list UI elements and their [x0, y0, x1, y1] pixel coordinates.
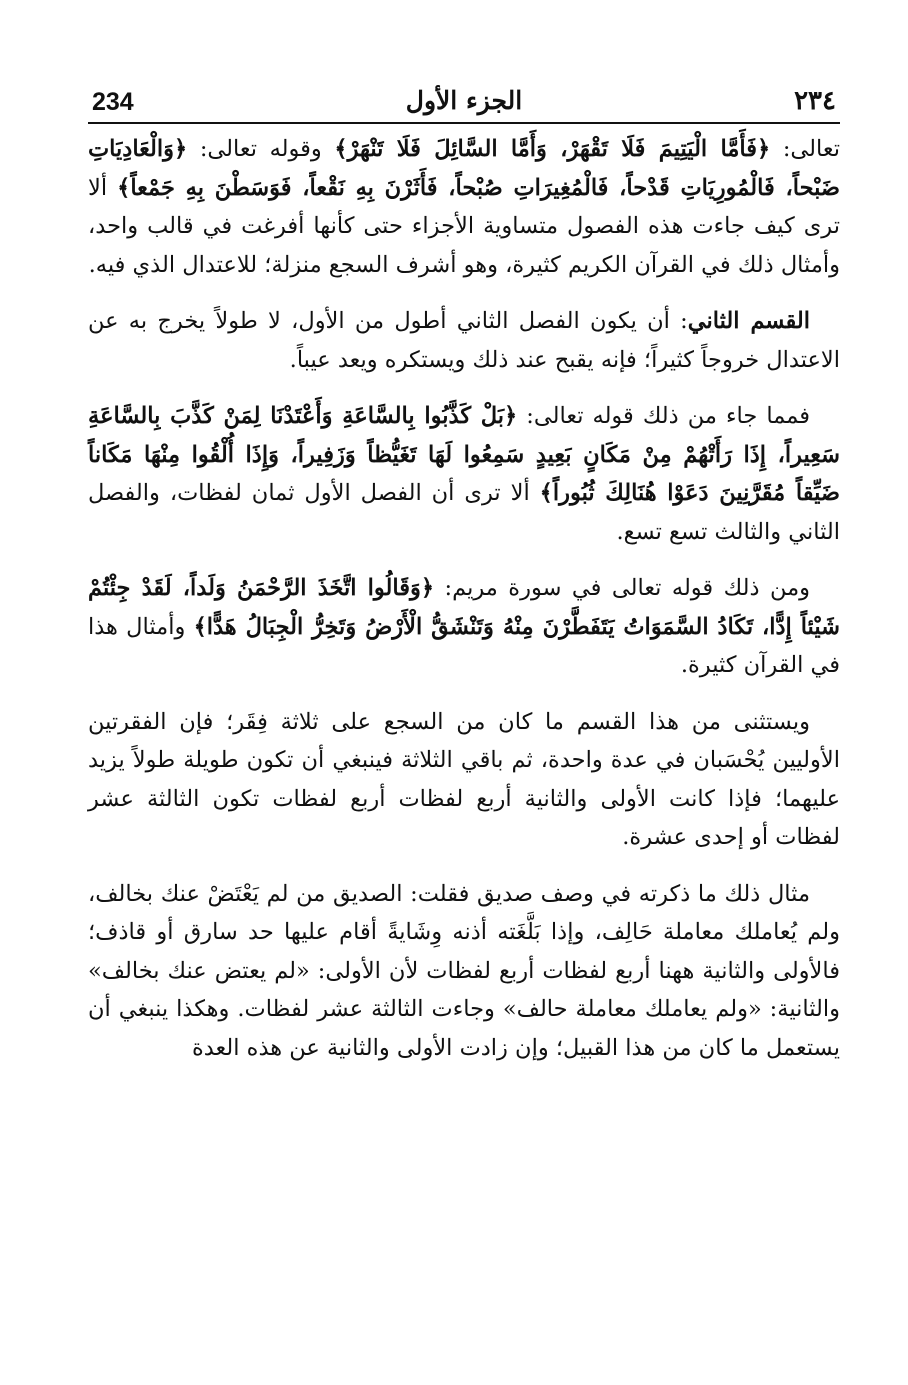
paragraph-1: [88, 130, 840, 284]
paragraph-5: [88, 703, 840, 857]
paragraph-2-text: : أن يكون الفصل الثاني أطول من الأول، لا طولاً يخرج به عن الاعتدال خروجاً كثيراً؛ فإنه يقبح عند ذلك ويستكره ويعد عيباً.: [88, 308, 840, 373]
paragraph-6: [88, 875, 840, 1068]
running-title: الجزء الأول: [405, 86, 523, 115]
paragraph-5-text: ويستثنى من هذا القسم ما كان من السجع على ثلاثة فِقَر؛ فإن الفقرتين الأوليين يُحْسَبان في عدة واحدة، ثم باقي الثلاثة فينبغي أن تكون طويلة طولاً يزيد عليهما؛ فإذا كانت الأولى والثانية أربع لفظات أربع لفظات تكون الثالثة عشر لفظات أو إحدى عشرة.: [88, 708, 840, 850]
quran-quote-duha: ﴿فَأَمَّا الْيَتِيمَ فَلَا تَقْهَرْ، وَأَمَّا السَّائِلَ فَلَا تَنْهَرْ﴾: [334, 136, 771, 162]
paragraph-4: [88, 569, 840, 685]
page-number-arabic: ٢٣٤: [794, 86, 836, 116]
book-page: [88, 84, 840, 1294]
paragraph-3-post: ألا ترى أن الفصل الأول ثمان لفظات، والفصل الثاني والثالث تسع تسع.: [88, 480, 840, 545]
quran-quote-adiyat: ﴿وَالْعَادِيَاتِ ضَبْحاً، فَالْمُورِيَاتِ قَدْحاً، فَالْمُغِيرَاتِ صُبْحاً، فَأَثَرْنَ بِهِ نَقْعاً، فَوَسَطْنَ بِهِ جَمْعاً﴾: [88, 136, 840, 201]
paragraph-1-mid: وقوله تعالى:: [187, 136, 335, 162]
paragraph-3-pre: فمما جاء من ذلك قوله تعالى:: [517, 403, 810, 429]
section-term: القسم الثاني: [687, 308, 810, 334]
quran-quote-furqan: ﴿بَلْ كَذَّبُوا بِالسَّاعَةِ وَأَعْتَدْنَا لِمَنْ كَذَّبَ بِالسَّاعَةِ سَعِيراً، إِذَا رَأَتْهُمْ مِنْ مَكَانٍ بَعِيدٍ سَمِعُوا لَهَا تَغَيُّظاً وَزَفِيراً، وَإِذَا أُلْقُوا مِنْهَا مَكَاناً ضَيِّقاً مُقَرَّنِينَ دَعَوْا هُنَالِكَ ثُبُوراً﴾: [88, 403, 840, 506]
body-text: [88, 130, 840, 1067]
page-header: [88, 84, 840, 124]
paragraph-6-text: مثال ذلك ما ذكرته في وصف صديق فقلت: الصديق من لم يَعْتَضْ عنك بخالف، ولم يُعاملك معاملة حَالِف، وإذا بَلَّغَته أذنه وِشَايةً أقام عليها حد سارق أو قاذف؛ فالأولى والثانية ههنا أربع لفظات أربع لفظات لأن الأولى: «لم يعتض عنك بخالف» والثانية: «ولم يعاملك معاملة حالف» وجاءت الثالثة عشر لفظات. وهكذا ينبغي أن يستعمل ما كان من هذا القبيل؛ وإن زادت الأولى والثانية عن هذه العدة: [88, 880, 840, 1061]
paragraph-1-post: ألا ترى كيف جاءت هذه الفصول متساوية الأجزاء حتى كأنها أفرغت في قالب واحد، وأمثال ذلك في القرآن الكريم كثيرة، وهو أشرف السجع منزلة؛ للاعتدال الذي فيه.: [88, 174, 840, 278]
quran-quote-maryam: ﴿وَقَالُوا اتَّخَذَ الرَّحْمَنُ وَلَداً، لَقَدْ جِئْتُمْ شَيْئاً إِدًّا، تَكَادُ السَّمَوَاتُ يَتَفَطَّرْنَ مِنْهُ وَتَنْشَقُّ الْأَرْضُ وَتَخِرُّ الْجِبَالُ هَدًّا﴾: [88, 575, 840, 640]
paragraph-3: [88, 397, 840, 551]
paragraph-4-post: وأمثال هذا في القرآن كثيرة.: [88, 613, 840, 678]
paragraph-4-pre: ومن ذلك قوله تعالى في سورة مريم:: [434, 575, 810, 601]
paragraph-2: [88, 302, 840, 379]
page-number-latin: 234: [92, 88, 134, 116]
paragraph-1-pre: تعالى:: [770, 136, 840, 162]
